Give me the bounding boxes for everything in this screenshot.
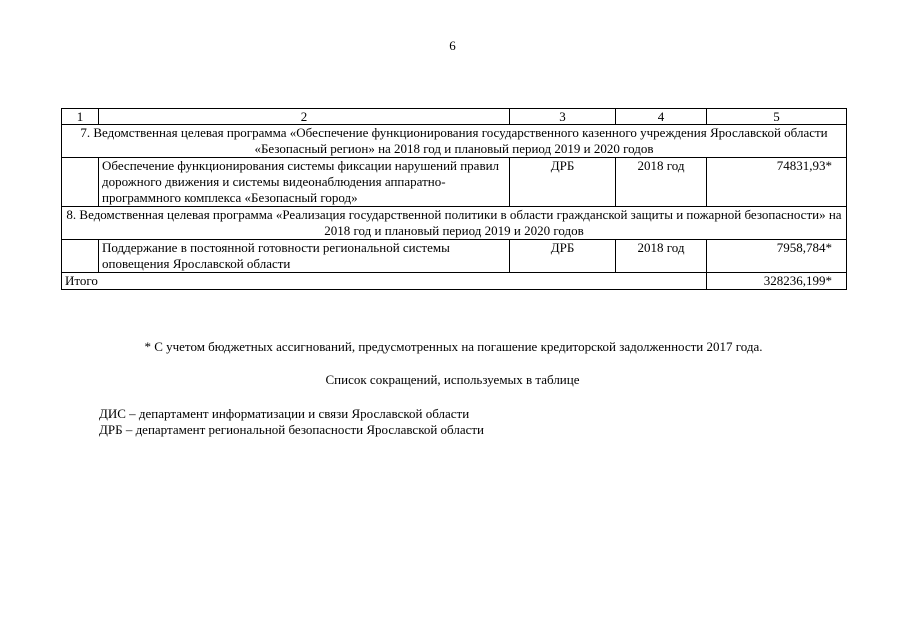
page-number: 6 [449,38,456,53]
footnote: * С учетом бюджетных ассигнований, предусмотренных на погашение кредиторской задолженности 2017 года. [144,339,763,354]
section-8-row [62,207,847,240]
row-number-cell [62,158,99,207]
abbreviation-item: ДИС – департамент информатизации и связи Ярославской области [99,406,470,421]
section-7-title: 7. Ведомственная целевая программа «Обеспечение функционирования государственного казенного учреждения Ярославской области «Безопасный регион» на 2018 год и плановый период 2019 и 2020 годов [62,125,847,158]
total-row [62,273,847,290]
total-label: Итого [62,273,707,290]
table-row [62,240,847,273]
column-header-4: 4 [616,109,707,125]
row-executor: ДРБ [510,158,616,207]
column-header-5: 5 [707,109,847,125]
row-description: Обеспечение функционирования системы фиксации нарушений правил дорожного движения и системы видеонаблюдения аппаратно-программного комплекса «Безопасный город» [99,158,510,207]
row-description: Поддержание в постоянной готовности региональной системы оповещения Ярославской области [99,240,510,273]
column-header-3: 3 [510,109,616,125]
total-amount: 328236,199* [707,273,847,290]
row-number-cell [62,240,99,273]
column-header-2: 2 [99,109,510,125]
abbreviations-title: Список сокращений, используемых в таблице [325,372,580,387]
table-row [62,158,847,207]
table-header-row [62,109,847,125]
row-executor: ДРБ [510,240,616,273]
section-8-title: 8. Ведомственная целевая программа «Реализация государственной политики в области гражданской защиты и пожарной безопасности» на 2018 год и плановый период 2019 и 2020 годов [62,207,847,240]
row-amount: 7958,784* [707,240,847,273]
row-year: 2018 год [616,240,707,273]
abbreviation-item: ДРБ – департамент региональной безопасности Ярославской области [99,422,485,437]
section-7-row [62,125,847,158]
column-header-1: 1 [62,109,99,125]
abbreviations-list [99,406,484,438]
budget-table [61,108,847,290]
row-amount: 74831,93* [707,158,847,207]
row-year: 2018 год [616,158,707,207]
